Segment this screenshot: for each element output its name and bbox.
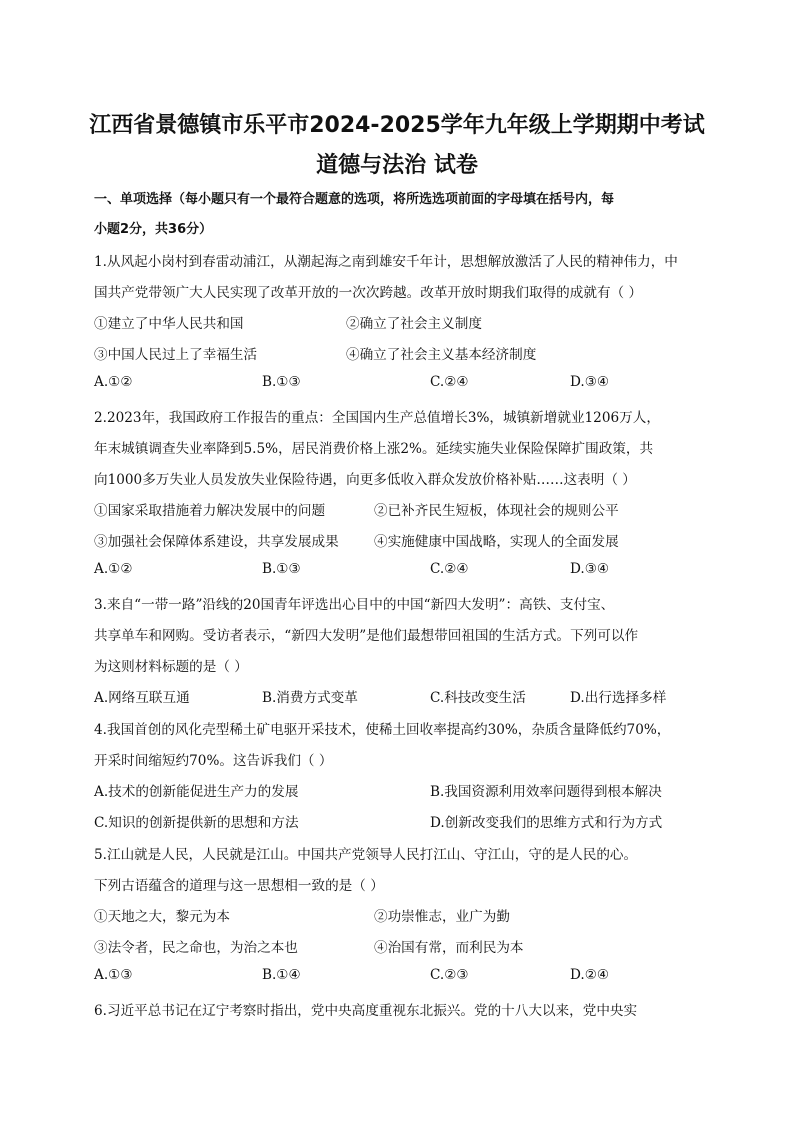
q5-option-d: D.②④ — [570, 967, 610, 983]
q3-stem-cont: 共享单车和网购。受访者表示，“新四大发明”是他们最想带回祖国的生活方式。下列可以作 — [94, 628, 639, 644]
section-heading-cont: 小题2分，共36分） — [94, 222, 213, 237]
q4-stem: 4.我国首创的风化壳型稀土矿电驱开采技术，使稀土回收率提高约30%，杂质含量降低约70%， — [94, 722, 671, 738]
q4-option-b: B.我国资源利用效率问题得到根本解决 — [430, 784, 662, 800]
q1-item-4: ④确立了社会主义基本经济制度 — [346, 347, 537, 363]
q3-option-d: D.出行选择多样 — [570, 690, 667, 706]
q2-item-2: ②已补齐民生短板，体现社会的规则公平 — [374, 503, 619, 519]
section-heading: 一、单项选择（每小题只有一个最符合题意的选项，将所选选项前面的字母填在括号内，每 — [94, 192, 615, 207]
q2-item-1: ①国家采取措施着力解决发展中的问题 — [94, 503, 326, 519]
q1-option-d: D.③④ — [570, 374, 610, 390]
q2-option-b: B.①③ — [262, 561, 301, 577]
q3-stem: 3.来自“一带一路”沿线的20国青年评选出心目中的中国“新四大发明”：高铁、支付宝、 — [94, 597, 615, 613]
q5-stem-cont: 下列古语蕴含的道理与这一思想相一致的是（ ） — [94, 878, 384, 894]
q3-option-a: A.网络互联互通 — [94, 690, 190, 706]
q5-stem: 5.江山就是人民，人民就是江山。中国共产党领导人民打江山、守江山，守的是人民的心。 — [94, 847, 638, 863]
q1-stem-cont: 国共产党带领广大人民实现了改革开放的一次次跨越。改革开放时期我们取得的成就有（ ） — [94, 285, 643, 301]
q4-option-c: C.知识的创新提供新的思想和方法 — [94, 815, 299, 831]
q1-stem: 1.从风起小岗村到春雷动浦江，从潮起海之南到雄安千年计，思想解放激活了人民的精神伟力，中 — [94, 254, 678, 270]
q3-option-b: B.消费方式变革 — [262, 690, 358, 706]
q2-stem-cont2: 向1000多万失业人员发放失业保险待遇，向更多低收入群众发放价格补贴……这表明（ ） — [94, 472, 636, 488]
q4-option-d: D.创新改变我们的思维方式和行为方式 — [430, 815, 663, 831]
exam-title: 江西省景德镇市乐平市2024-2025学年九年级上学期期中考试 — [89, 113, 705, 138]
exam-subtitle: 道德与法治 试卷 — [316, 153, 478, 178]
q1-option-b: B.①③ — [262, 374, 301, 390]
q6-stem: 6.习近平总书记在辽宁考察时指出，党中央高度重视东北振兴。党的十八大以来，党中央实 — [94, 1003, 638, 1019]
q5-item-4: ④治国有常，而利民为本 — [374, 940, 524, 956]
q4-option-a: A.技术的创新能促进生产力的发展 — [94, 784, 299, 800]
q1-option-c: C.②④ — [430, 374, 469, 390]
q3-option-c: C.科技改变生活 — [430, 690, 526, 706]
q2-stem-cont: 年末城镇调查失业率降到5.5%，居民消费价格上涨2%。延续实施失业保险保障扩围政策，共 — [94, 441, 654, 457]
q5-option-a: A.①③ — [94, 967, 133, 983]
q2-item-4: ④实施健康中国战略，实现人的全面发展 — [374, 534, 619, 550]
q2-option-d: D.③④ — [570, 561, 610, 577]
q3-stem-cont2: 为这则材料标题的是（ ） — [94, 659, 248, 675]
q1-option-a: A.①② — [94, 374, 133, 390]
q1-item-2: ②确立了社会主义制度 — [346, 316, 482, 332]
q2-option-c: C.②④ — [430, 561, 469, 577]
q5-item-1: ①天地之大，黎元为本 — [94, 909, 230, 925]
q2-item-3: ③加强社会保障体系建设，共享发展成果 — [94, 534, 339, 550]
q5-item-2: ②功崇惟志，业广为勤 — [374, 909, 510, 925]
q1-item-1: ①建立了中华人民共和国 — [94, 316, 244, 332]
q5-item-3: ③法令者，民之命也，为治之本也 — [94, 940, 298, 956]
q4-stem-cont: 开采时间缩短约70%。这告诉我们（ ） — [94, 753, 333, 769]
q1-item-3: ③中国人民过上了幸福生活 — [94, 347, 258, 363]
q5-option-b: B.①④ — [262, 967, 301, 983]
q2-option-a: A.①② — [94, 561, 133, 577]
q5-option-c: C.②③ — [430, 967, 469, 983]
q2-stem: 2.2023年，我国政府工作报告的重点：全国国内生产总值增长3%，城镇新增就业1206万人， — [94, 410, 660, 426]
